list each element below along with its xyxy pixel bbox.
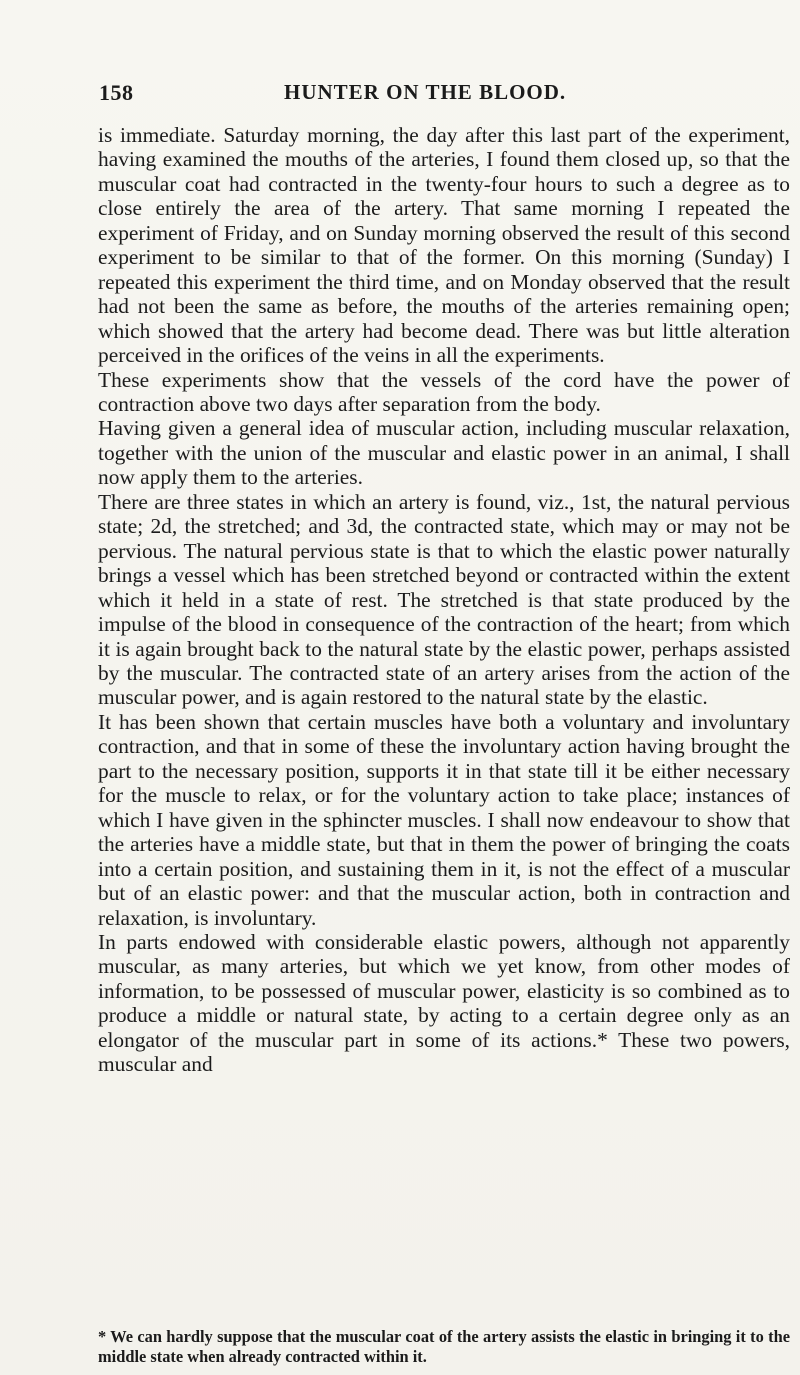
page-number: 158 (99, 80, 134, 105)
paragraph: There are three states in which an artery is found, viz., 1st, the natural pervious state; 2d, the stretched; and 3d, the contracted state, which may or may not be pervious. The natural pervious state is that to which the elastic power naturally brings a vessel which has been stretched beyond or contracted within the extent which it held in a state of rest. The stretched is that state produced by the impulse of the blood in consequence of the contraction of the heart; from which it is again brought back to the natural state by the elastic power, perhaps assisted by the muscular. The contracted state of an artery arises from the action of the muscular power, and is again restored to the natural state by the elastic. (98, 489, 790, 710)
paragraph: These experiments show that the vessels of the cord have the power of contraction above two days after separation from the body. (98, 367, 790, 416)
body-text (98, 123, 790, 1077)
paragraph: In parts endowed with considerable elastic powers, although not apparently muscular, as many arteries, but which we yet know, from other modes of information, to be possessed of muscular power, elasticity is so combined as to produce a middle or natural state, by acting to a certain degree only as an elongator of the muscular part in some of its actions.* These two powers, muscular and (98, 929, 790, 1077)
paragraph: Having given a general idea of muscular action, including muscular relaxation, together with the union of the muscular and elastic power in an animal, I shall now apply them to the arteries. (98, 416, 790, 490)
footnote (98, 1327, 790, 1366)
paragraph: is immediate. Saturday morning, the day after this last part of the experiment, having examined the mouths of the arteries, I found them closed up, so that the muscular coat had contracted in the twenty-four hours to such a degree as to close entirely the area of the artery. That same morning I repeated the experiment of Friday, and on Sunday morning observed the result of this second experiment to be similar to that of the former. On this morning (Sunday) I repeated this experiment the third time, and on Monday observed that the result had not been the same as before, the mouths of the arteries remaining open; which showed that the artery had become dead. There was but little alteration perceived in the orifices of the veins in all the experiments. (98, 123, 790, 368)
page-header (99, 80, 789, 110)
footnote-text: * We can hardly suppose that the muscular coat of the artery assists the elastic in bringing it to the middle state when already contracted within it. (98, 1327, 790, 1366)
running-title: HUNTER ON THE BLOOD. (284, 80, 567, 104)
paragraph: It has been shown that certain muscles have both a voluntary and involuntary contraction, and that in some of these the involuntary action having brought the part to the necessary position, supports it in that state till it be either necessary for the muscle to relax, or for the voluntary action to take place; instances of which I have given in the sphincter muscles. I shall now endeavour to show that the arteries have a middle state, but that in them the power of bringing the coats into a certain position, and sustaining them in it, is not the effect of a muscular but of an elastic power: and that the muscular action, both in contraction and relaxation, is involuntary. (98, 709, 790, 930)
